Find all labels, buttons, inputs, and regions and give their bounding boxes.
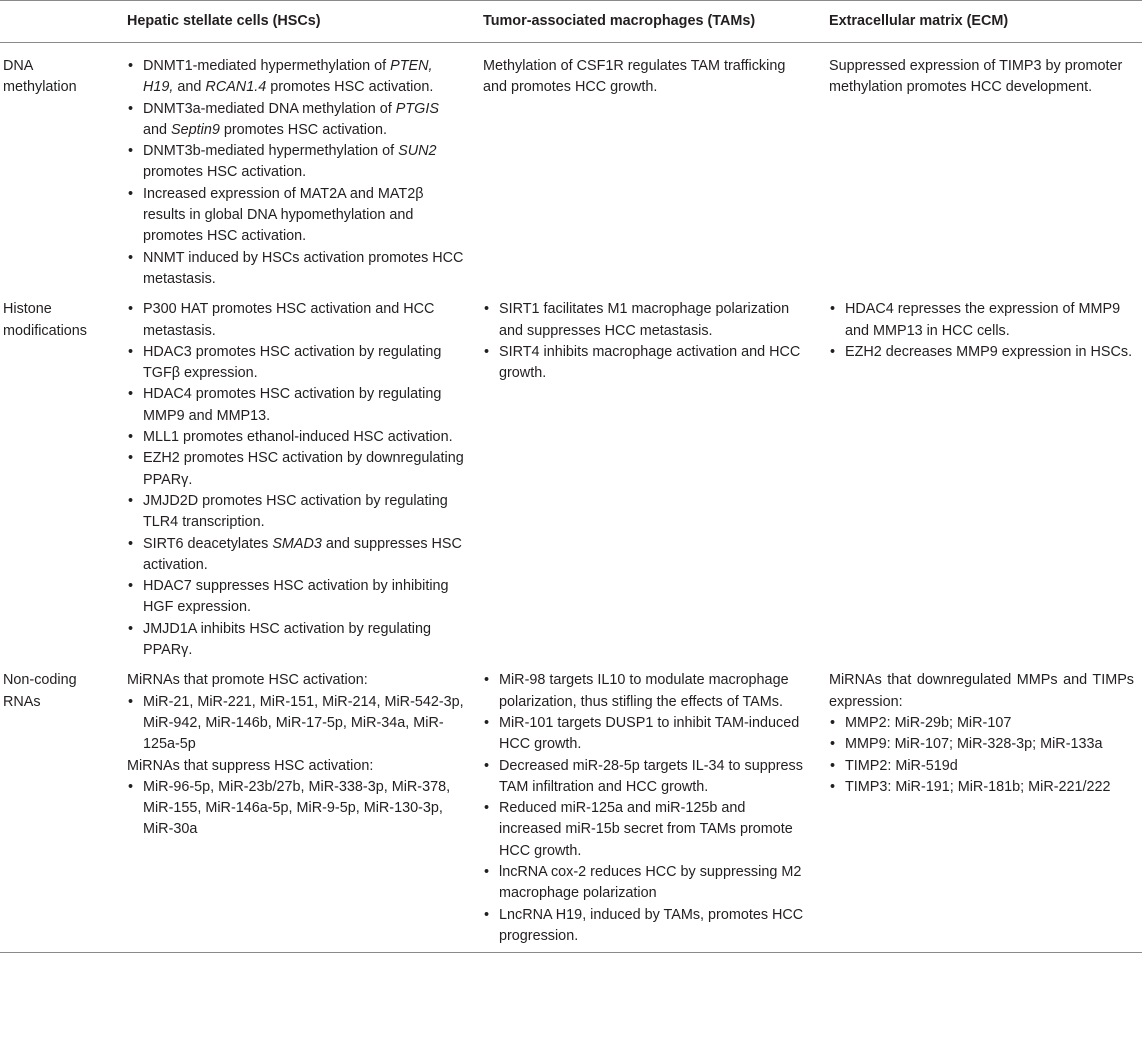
list-item: • HDAC4 represses the expression of MMP9 and MMP13 in HCC cells. [829, 299, 1134, 342]
list-item: • HDAC3 promotes HSC activation by regulating TGFβ expression. [127, 342, 465, 385]
list-item: • P300 HAT promotes HSC activation and HCC metastasis. [127, 299, 465, 342]
gene-name: PTGIS [395, 100, 439, 117]
list-item: • MiR-101 targets DUSP1 to inhibit TAM-induced HCC growth. [483, 713, 811, 756]
list-item: • NNMT induced by HSCs activation promotes HCC metastasis. [127, 248, 465, 291]
gene-name: PTEN, H19, [143, 58, 433, 96]
header-tam: Tumor-associated macrophages (TAMs) [483, 13, 756, 29]
list-item: • Increased expression of MAT2A and MAT2β results in global DNA hypomethylation and promotes HSC activation. [127, 184, 465, 248]
cell-ecm [819, 666, 1142, 952]
gene-name: Septin9 [171, 121, 220, 138]
cell-hsc [117, 666, 473, 952]
bullet-list [483, 670, 811, 947]
row-label: DNA methylation [3, 58, 77, 96]
list-item: • HDAC4 promotes HSC activation by regulating MMP9 and MMP13. [127, 384, 465, 427]
cell-ecm [819, 43, 1142, 296]
gene-name: SMAD3 [272, 535, 322, 552]
bullet-list [127, 56, 465, 290]
cell-text: Methylation of CSF1R regulates TAM trafficking and promotes HCC growth. [483, 58, 786, 96]
subheading-suppress: MiRNAs that suppress HSC activation: [127, 757, 374, 774]
cell-ecm [819, 295, 1142, 666]
row-label: Histone modifications [3, 301, 87, 339]
subheading-promote: MiRNAs that promote HSC activation: [127, 672, 368, 689]
list-item: • DNMT3a-mediated DNA methylation of PTGIS and Septin9 promotes HSC activation. [127, 99, 465, 142]
list-item: • Decreased miR-28-5p targets IL-34 to suppress TAM infiltration and HCC growth. [483, 756, 811, 799]
list-item: • MMP9: MiR-107; MiR-328-3p; MiR-133a [829, 734, 1134, 755]
list-item: • TIMP3: MiR-191; MiR-181b; MiR-221/222 [829, 777, 1134, 798]
list-item: • MiR-98 targets IL10 to modulate macrophage polarization, thus stifling the effects of TAMs. [483, 670, 811, 713]
list-item: • DNMT1-mediated hypermethylation of PTEN, H19, and RCAN1.4 promotes HSC activation. [127, 56, 465, 99]
list-item: • lncRNA cox-2 reduces HCC by suppressing M2 macrophage polarization [483, 862, 811, 905]
list-item: • EZH2 promotes HSC activation by downregulating PPARγ. [127, 448, 465, 491]
header-ecm: Extracellular matrix (ECM) [829, 13, 1009, 29]
list-item: • JMJD2D promotes HSC activation by regulating TLR4 transcription. [127, 491, 465, 534]
cell-hsc [117, 43, 473, 296]
cell-tam [473, 43, 819, 296]
cell-text: Suppressed expression of TIMP3 by promoter methylation promotes HCC development. [829, 58, 1123, 96]
table-row-histone-modifications [0, 295, 1142, 666]
cell-tam [473, 666, 819, 952]
list-item: • Reduced miR-125a and miR-125b and increased miR-15b secret from TAMs promote HCC growth. [483, 798, 811, 862]
gene-name: SUN2 [398, 143, 437, 160]
list-item: • DNMT3b-mediated hypermethylation of SUN2 promotes HSC activation. [127, 141, 465, 184]
list-item: • SIRT6 deacetylates SMAD3 and suppresses HSC activation. [127, 534, 465, 577]
table-row-non-coding-rnas [0, 666, 1142, 952]
bullet-list [127, 299, 465, 661]
header-hsc: Hepatic stellate cells (HSCs) [127, 13, 321, 29]
list-item: • TIMP2: MiR-519d [829, 756, 1134, 777]
bullet-list [829, 299, 1134, 363]
bullet-list [483, 299, 811, 384]
gene-name: RCAN1.4 [205, 79, 267, 96]
cell-tam [473, 295, 819, 666]
list-item: • JMJD1A inhibits HSC activation by regulating PPARγ. [127, 619, 465, 662]
header-row [0, 1, 1142, 43]
subheading-ecm: MiRNAs that downregulated MMPs and TIMPs expression: [829, 672, 1134, 710]
list-item: • MiR-96-5p, MiR-23b/27b, MiR-338-3p, MiR-378, MiR-155, MiR-146a-5p, MiR-9-5p, MiR-130-3p, MiR-30a [127, 777, 465, 841]
list-item: • MMP2: MiR-29b; MiR-107 [829, 713, 1134, 734]
list-item: • SIRT1 facilitates M1 macrophage polarization and suppresses HCC metastasis. [483, 299, 811, 342]
bullet-list [829, 713, 1134, 798]
list-item: • SIRT4 inhibits macrophage activation and HCC growth. [483, 342, 811, 385]
list-item: • LncRNA H19, induced by TAMs, promotes HCC progression. [483, 905, 811, 948]
list-item: • MLL1 promotes ethanol-induced HSC activation. [127, 427, 465, 448]
row-label: Non-coding RNAs [3, 672, 77, 710]
header-cell-blank [0, 1, 117, 43]
list-item: • HDAC7 suppresses HSC activation by inhibiting HGF expression. [127, 576, 465, 619]
bullet-list [127, 777, 465, 841]
list-item: • MiR-21, MiR-221, MiR-151, MiR-214, MiR-542-3p, MiR-942, MiR-146b, MiR-17-5p, MiR-34a, MiR-125a-5p [127, 692, 465, 756]
table-row-dna-methylation [0, 43, 1142, 296]
bullet-list [127, 692, 465, 756]
cell-hsc [117, 295, 473, 666]
list-item: • EZH2 decreases MMP9 expression in HSCs. [829, 342, 1134, 363]
